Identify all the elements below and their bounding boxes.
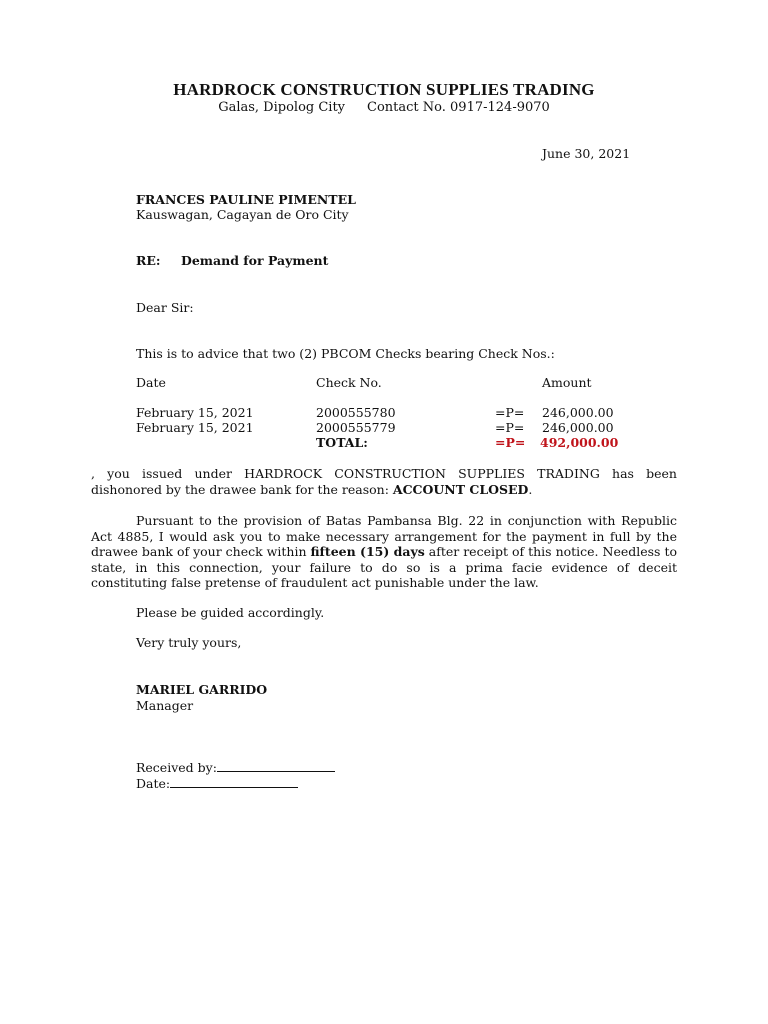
table-header-date: Date xyxy=(136,375,166,390)
company-contact: Contact No. 0917-124-9070 xyxy=(367,100,550,115)
signatory-name: MARIEL GARRIDO xyxy=(136,682,268,697)
row-amount: 246,000.00 xyxy=(542,420,614,435)
total-currency: =P= xyxy=(495,435,526,450)
company-address: Galas, Dipolog City xyxy=(218,100,346,115)
demand-paragraph xyxy=(91,513,677,591)
recipient-address: Kauswagan, Cagayan de Oro City xyxy=(136,207,349,222)
table-header-amount: Amount xyxy=(542,375,592,390)
row-date: February 15, 2021 xyxy=(136,420,254,435)
row-currency: =P= xyxy=(495,405,525,420)
table-header-check-no: Check No. xyxy=(316,375,382,390)
receipt-date-blank xyxy=(170,775,298,788)
guidance-text: Please be guided accordingly. xyxy=(136,605,325,620)
recipient-name: FRANCES PAULINE PIMENTEL xyxy=(136,192,356,207)
letter-date: June 30, 2021 xyxy=(542,146,631,161)
demand-text: Pursuant to the provision of Batas Pambansa Blg. 22 in conjunction with Republic Act 4885, I would ask you to make necessary arrangement for the payment in full by the drawee bank of your check within xyxy=(91,513,677,559)
closing-text: Very truly yours, xyxy=(136,635,242,650)
dishonor-text-end: . xyxy=(528,481,533,497)
company-name: HARDROCK CONSTRUCTION SUPPLIES TRADING xyxy=(173,80,595,99)
receipt-date-label: Date: xyxy=(136,776,171,791)
dishonor-paragraph xyxy=(91,466,677,497)
row-currency: =P= xyxy=(495,420,525,435)
signatory-title: Manager xyxy=(136,698,194,713)
intro-text: This is to advice that two (2) PBCOM Checks bearing Check Nos.: xyxy=(136,346,555,361)
row-amount: 246,000.00 xyxy=(542,405,614,420)
company-contact-line xyxy=(0,100,768,115)
dishonor-text: , you issued under HARDROCK CONSTRUCTION SUPPLIES TRADING has been dishonored by the drawee bank for the reason: xyxy=(91,466,677,497)
re-label: RE: xyxy=(136,253,161,268)
total-amount: 492,000.00 xyxy=(540,435,619,450)
re-subject: Demand for Payment xyxy=(181,253,329,268)
received-by-label: Received by: xyxy=(136,760,217,775)
demand-deadline: fifteen (15) days xyxy=(310,544,425,559)
row-date: February 15, 2021 xyxy=(136,405,254,420)
receipt-date-line xyxy=(136,775,298,792)
row-check-no: 2000555780 xyxy=(316,405,396,420)
row-check-no: 2000555779 xyxy=(316,420,396,435)
demand-text-end: after receipt of this notice. Needless to state, in this connection, your failure to do so is a prima facie evidence of deceit constituting false pretense of fraudulent act punishable under the law. xyxy=(91,544,677,590)
salutation: Dear Sir: xyxy=(136,300,194,315)
received-by-line xyxy=(136,759,335,776)
received-by-blank xyxy=(217,759,335,772)
dishonor-reason: ACCOUNT CLOSED xyxy=(392,481,529,497)
total-label: TOTAL: xyxy=(316,435,368,450)
